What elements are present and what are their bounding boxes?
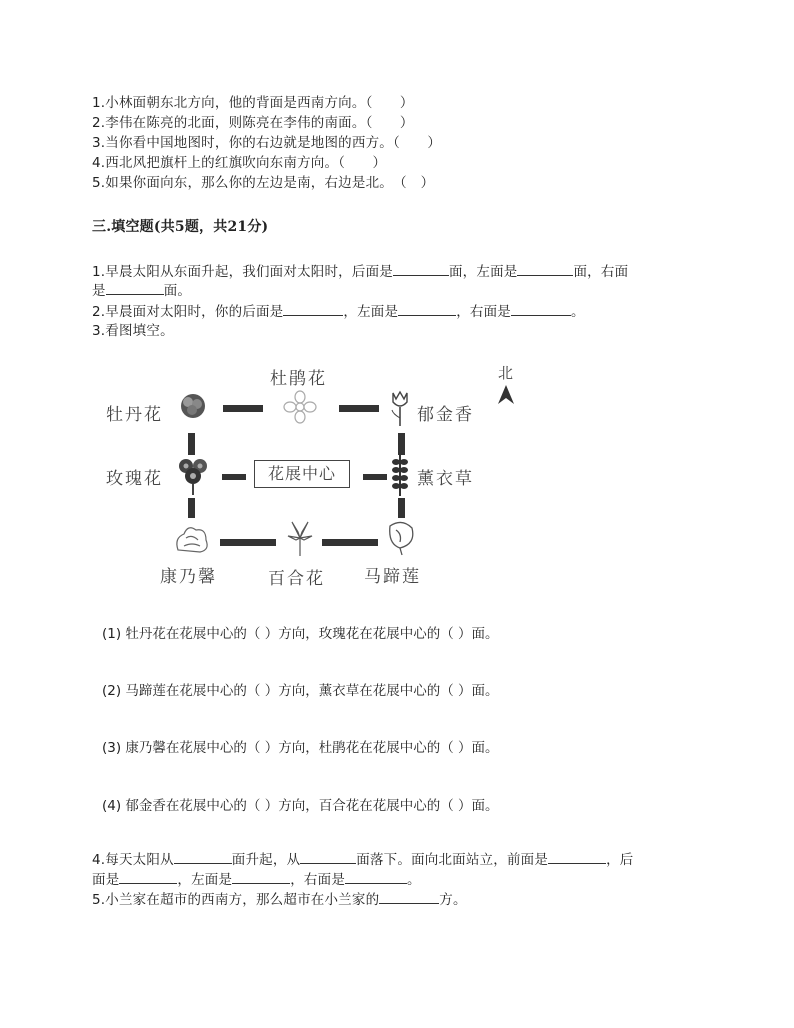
flower-label-east: 薰衣草 xyxy=(417,469,474,489)
answer-blank[interactable] xyxy=(379,890,439,904)
flower-label-south: 百合花 xyxy=(268,569,325,589)
center-label: 花展中心 xyxy=(267,464,336,483)
rose-icon xyxy=(176,456,210,496)
flower-label-northeast: 郁金香 xyxy=(417,405,474,425)
carnation-icon xyxy=(170,520,214,556)
q1-text-c: 面，右面 xyxy=(573,264,629,280)
answer-blank[interactable] xyxy=(398,302,456,316)
flower-label-west: 玫瑰花 xyxy=(106,469,163,489)
tulip-icon xyxy=(388,388,412,428)
q5-text-a: 5.小兰家在超市的西南方，那么超市在小兰家的 xyxy=(92,892,380,908)
north-label: 北 xyxy=(498,364,514,382)
answer-blank[interactable] xyxy=(232,870,290,884)
answer-blank[interactable] xyxy=(517,262,573,276)
subquestion-2: (2) 马蹄莲在花展中心的（ ）方向，薰衣草在花展中心的（ ）面。 xyxy=(102,683,499,699)
q1-text-a: 1.早晨太阳从东面升起，我们面对太阳时，后面是 xyxy=(92,264,393,280)
q4-text-f: ，左面是 xyxy=(177,872,233,888)
answer-blank[interactable] xyxy=(345,870,407,884)
question-1-line1 xyxy=(92,262,628,281)
question-4-line2 xyxy=(92,870,421,889)
q2-text-a: 2.早晨面对太阳时，你的后面是 xyxy=(92,304,284,320)
flower-label-southeast: 马蹄莲 xyxy=(364,567,421,587)
answer-blank[interactable] xyxy=(300,850,356,864)
subquestion-4: (4) 郁金香在花展中心的（ ）方向，百合花在花展中心的（ ）面。 xyxy=(102,798,499,814)
q2-text-d: 。 xyxy=(571,304,585,320)
azalea-icon xyxy=(280,388,320,426)
lily-icon xyxy=(284,518,316,558)
subquestion-1: (1) 牡丹花在花展中心的（ ）方向，玫瑰花在花展中心的（ ）面。 xyxy=(102,626,499,642)
answer-blank[interactable] xyxy=(511,302,571,316)
question-5 xyxy=(92,890,467,909)
section-title: 三.填空题(共5题，共21分) xyxy=(92,219,269,235)
q2-text-c: ，右面是 xyxy=(456,304,512,320)
judge-item: 3.当你看中国地图时，你的右边就是地图的西方。（ ） xyxy=(92,135,442,151)
judge-item: 4.西北风把旗杆上的红旗吹向东南方向。（ ） xyxy=(92,155,387,171)
answer-blank[interactable] xyxy=(283,302,343,316)
answer-blank[interactable] xyxy=(174,850,232,864)
flower-map xyxy=(100,358,514,590)
question-1-line2 xyxy=(92,281,191,300)
q4-text-g: ，右面是 xyxy=(290,872,346,888)
flower-label-southwest: 康乃馨 xyxy=(160,567,217,587)
q1-text-d: 是 xyxy=(92,283,106,299)
q4-text-d: ，后 xyxy=(606,852,634,868)
answer-blank[interactable] xyxy=(393,262,449,276)
q4-text-a: 4.每天太阳从 xyxy=(92,852,174,868)
answer-blank[interactable] xyxy=(119,870,177,884)
q5-text-b: 方。 xyxy=(439,892,467,908)
q1-text-e: 面。 xyxy=(163,283,192,299)
lavender-icon xyxy=(390,452,410,498)
north-arrow-icon xyxy=(496,384,516,406)
q1-text-b: 面，左面是 xyxy=(448,264,518,280)
answer-blank[interactable] xyxy=(106,281,164,295)
q4-text-c: 面落下。面向北面站立，前面是 xyxy=(356,852,549,868)
calla-lily-icon xyxy=(384,518,418,556)
question-3: 3.看图填空。 xyxy=(92,323,174,339)
q2-text-b: ，左面是 xyxy=(343,304,399,320)
center-box xyxy=(254,460,350,488)
judge-item: 5.如果你面向东，那么你的左边是南，右边是北。 （ ） xyxy=(92,175,435,191)
q4-text-b: 面升起，从 xyxy=(231,852,301,868)
judge-item: 2.李伟在陈亮的北面，则陈亮在李伟的南面。（ ） xyxy=(92,115,414,131)
question-4-line1 xyxy=(92,850,634,869)
answer-blank[interactable] xyxy=(548,850,606,864)
question-2 xyxy=(92,302,585,321)
q4-text-e: 面是 xyxy=(92,872,120,888)
subquestion-3: (3) 康乃馨在花展中心的（ ）方向，杜鹃花在花展中心的（ ）面。 xyxy=(102,740,499,756)
peony-icon xyxy=(176,390,210,424)
flower-label-north: 杜鹃花 xyxy=(270,369,327,389)
judge-item: 1.小林面朝东北方向，他的背面是西南方向。（ ） xyxy=(92,95,414,111)
flower-label-northwest: 牡丹花 xyxy=(106,405,163,425)
q4-text-h: 。 xyxy=(407,872,421,888)
